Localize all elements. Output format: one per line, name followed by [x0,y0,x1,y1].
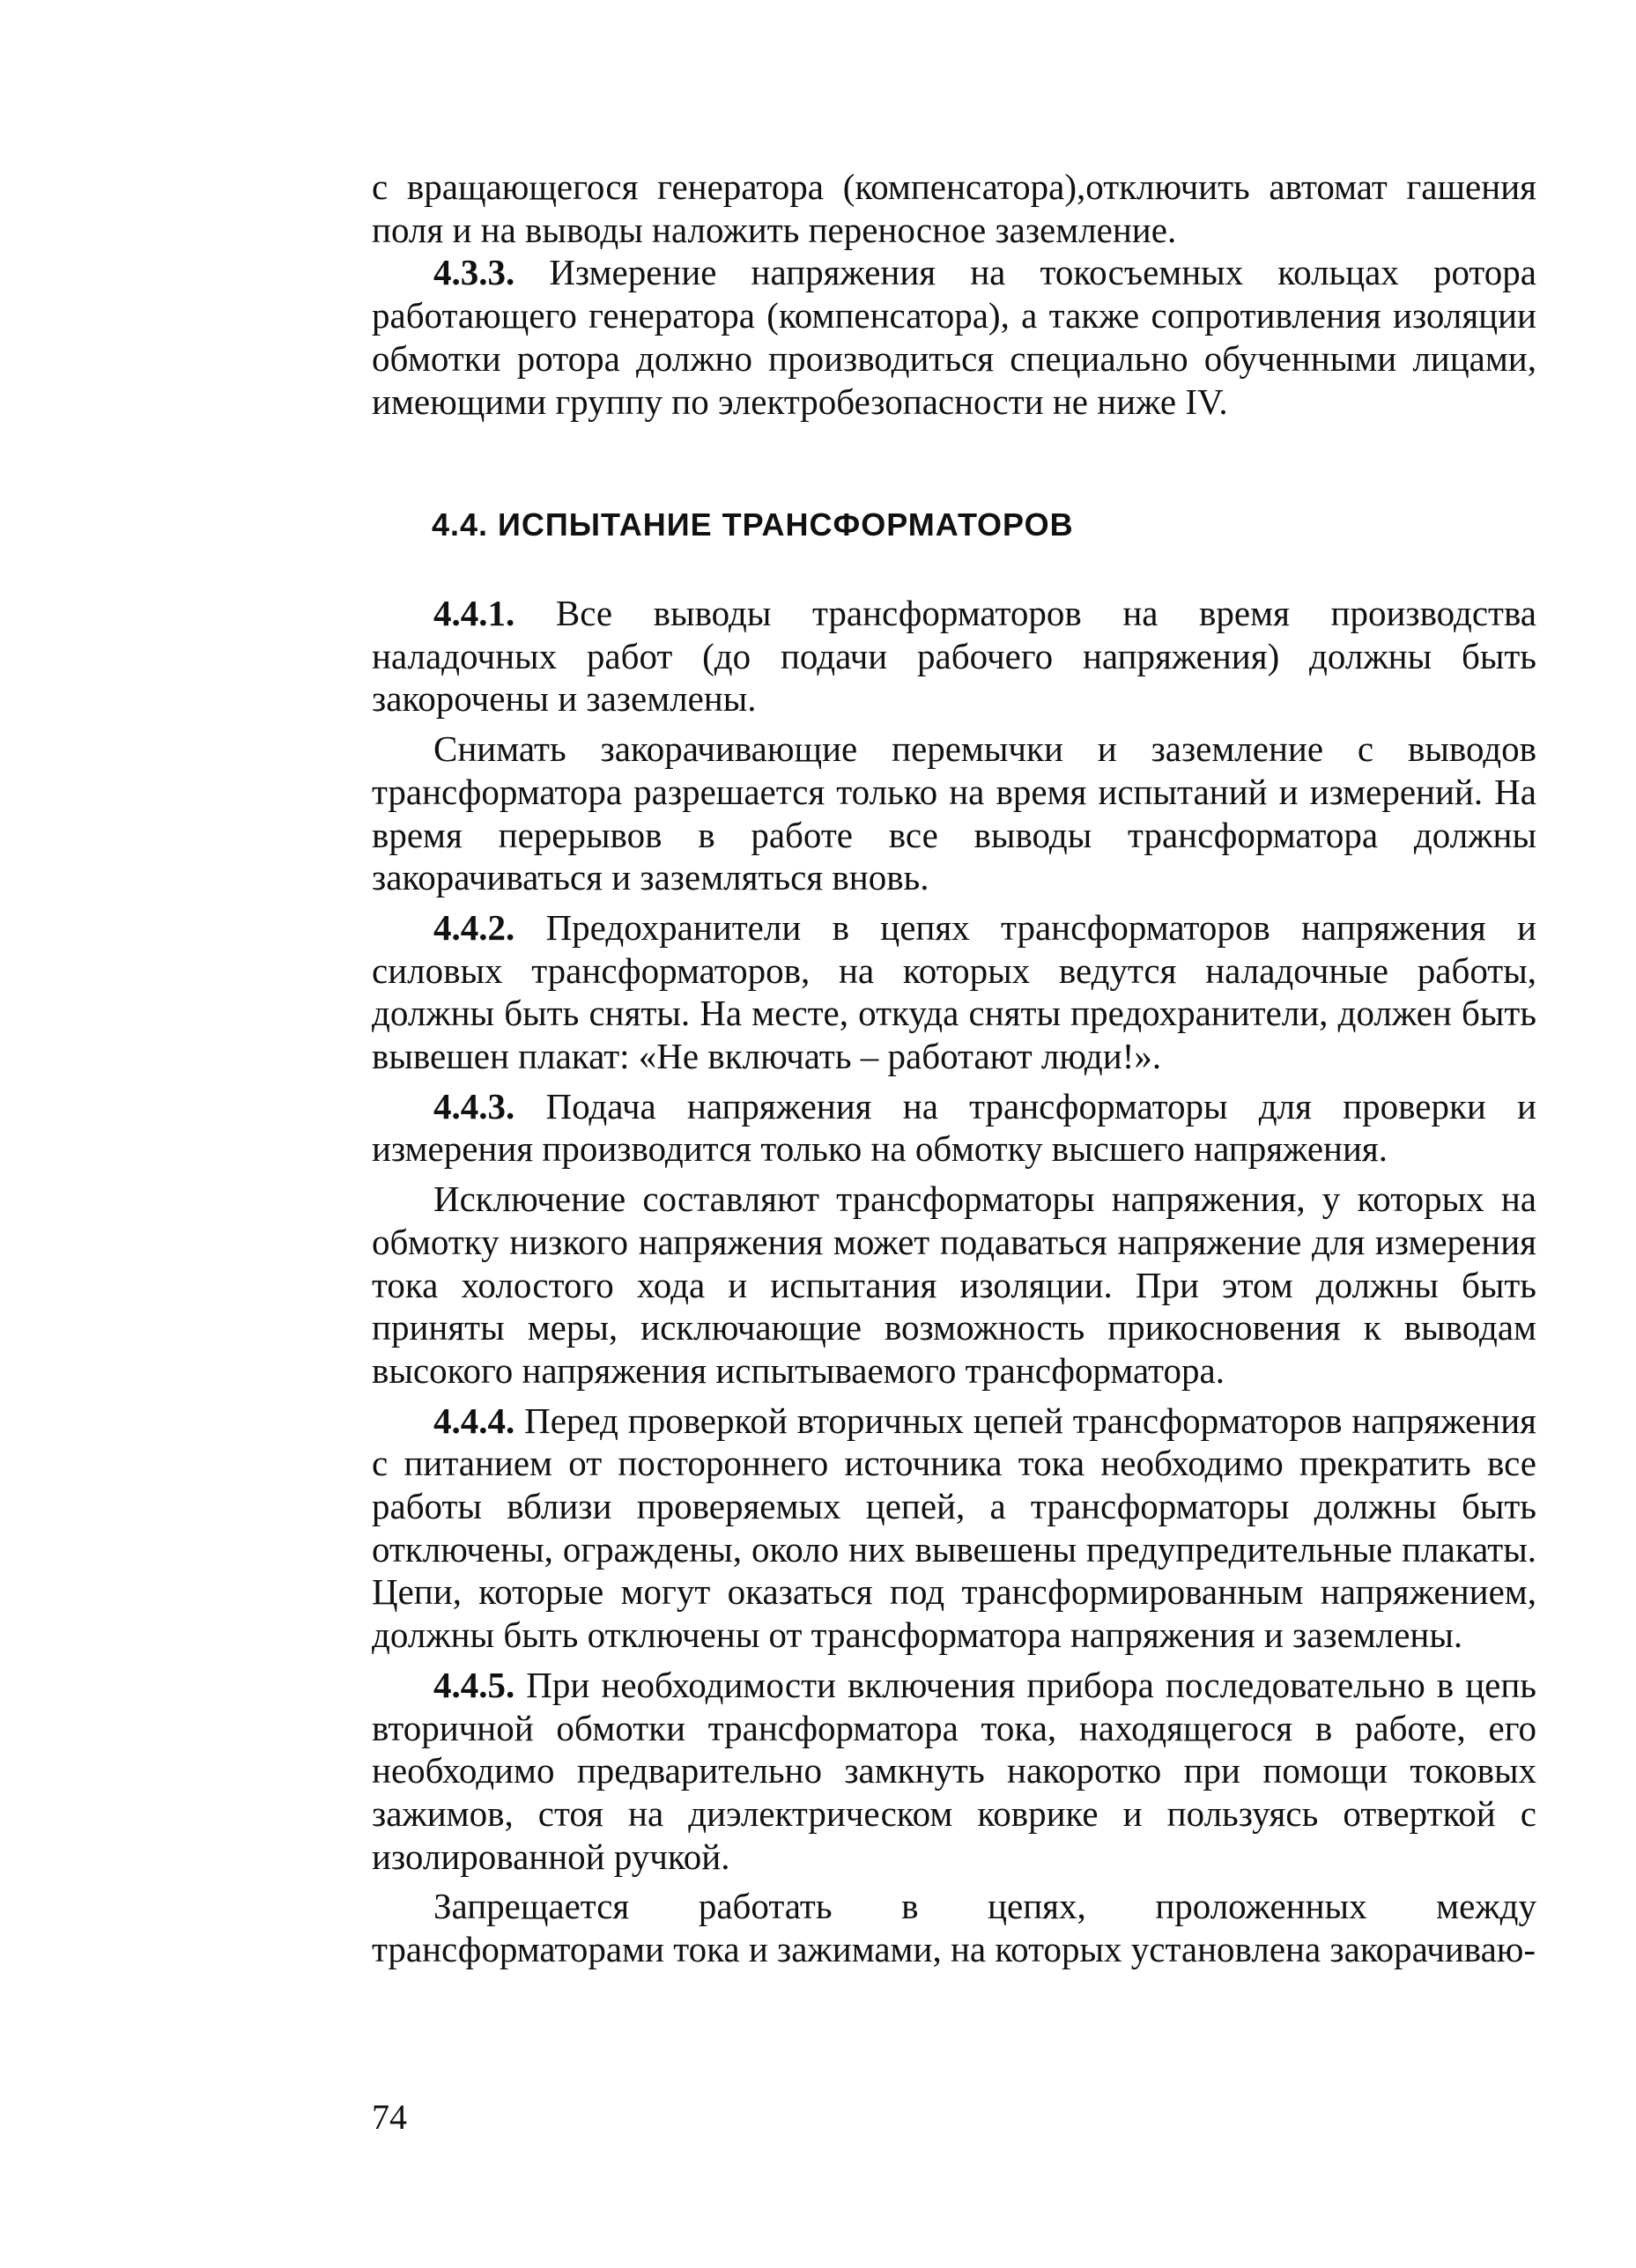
paragraph-text: Все выводы трансформаторов на время производства наладочных работ (до подачи рабочего напряжения) должны быть закорочены и заземлены. [372,593,1536,720]
paragraph-4-4-3 [372,1085,1536,1171]
paragraph-4-4-4 [372,1400,1536,1657]
paragraph-text: Запрещается работать в цепях, проложенных между трансформаторами тока и зажимами, на которых установлена закорачиваю- [372,1886,1536,1970]
intro-paragraph-1: с вращающегося генератора (компенсатора),отключить автомат гашения поля и на выводы наложить переносное заземление. [372,166,1536,250]
paragraph-text: Исключение составляют трансформаторы напряжения, у которых на обмотку низкого напряжения может подаваться напряжение для измерения тока холостого хода и испытания изоляции. При этом должны быть приняты меры, исключающие возможность прикосновения к выводам высокого напряжения испытываемого трансформатора. [372,1178,1536,1391]
clause-number: 4.4.5. [433,1664,515,1705]
paragraph-4-4-3-cont [372,1178,1536,1393]
clause-number: 4.4.2. [433,906,515,948]
paragraph-4-4-2 [372,906,1536,1078]
paragraph-text: Измерение напряжения на токосъемных кольцах ротора работающего генератора (компенсатора), а также сопротивления изоляции обмотки ротора должно производиться специально обученными лицами, имеющими группу по электробезопасности не ниже IV. [372,252,1536,422]
section-heading: 4.4. ИСПЫТАНИЕ ТРАНСФОРМАТОРОВ [432,506,1074,543]
intro-paragraph-2 [372,251,1536,423]
paragraph-text: При необходимости включения прибора последовательно в цепь вторичной обмотки трансформатора тока, находящегося в работе, его необходимо предварительно замкнуть накоротко при помощи токовых зажимов, стоя на диэлектрическом коврике и пользуясь отверткой с изолированной ручкой. [372,1664,1536,1877]
paragraph-text: Предохранители в цепях трансформаторов напряжения и силовых трансформаторов, на которых ведутся наладочные работы, должны быть сняты. На месте, откуда сняты предохранители, должен быть вывешен плакат: «Не включать – работают люди!». [372,906,1536,1077]
page-number: 74 [372,2097,407,2137]
clause-number: 4.4.1. [433,593,515,633]
paragraph-text: Перед проверкой вторичных цепей трансформаторов напряжения с питанием от постороннего источника тока необходимо прекратить все работы вблизи проверяемых цепей, а трансформаторы должны быть отключены, ограждены, около них вывешены предупредительные плакаты. Цепи, которые могут оказаться под трансформированным напряжением, должны быть отключены от трансформатора напряжения и заземлены. [372,1400,1536,1656]
paragraph-text: Подача напряжения на трансформаторы для проверки и измерения производится только на обмотку высшего напряжения. [372,1085,1536,1170]
clause-number: 4.4.4. [433,1400,515,1441]
intro-text [372,166,1536,423]
paragraph-text: Снимать закорачивающие перемычки и заземление с выводов трансформатора разрешается только на время испытаний и измерений. На время перерывов в работе все выводы трансформатора должны закорачиваться и заземляться вновь. [372,728,1536,898]
paragraph-4-4-5 [372,1664,1536,1879]
paragraph-4-4-5-cont [372,1885,1536,1970]
paragraph-4-4-1-cont [372,728,1536,899]
clause-number: 4.3.3. [433,252,515,293]
paragraph-4-4-1 [372,592,1536,720]
clause-number: 4.4.3. [433,1085,515,1127]
section-body [372,592,1536,1971]
